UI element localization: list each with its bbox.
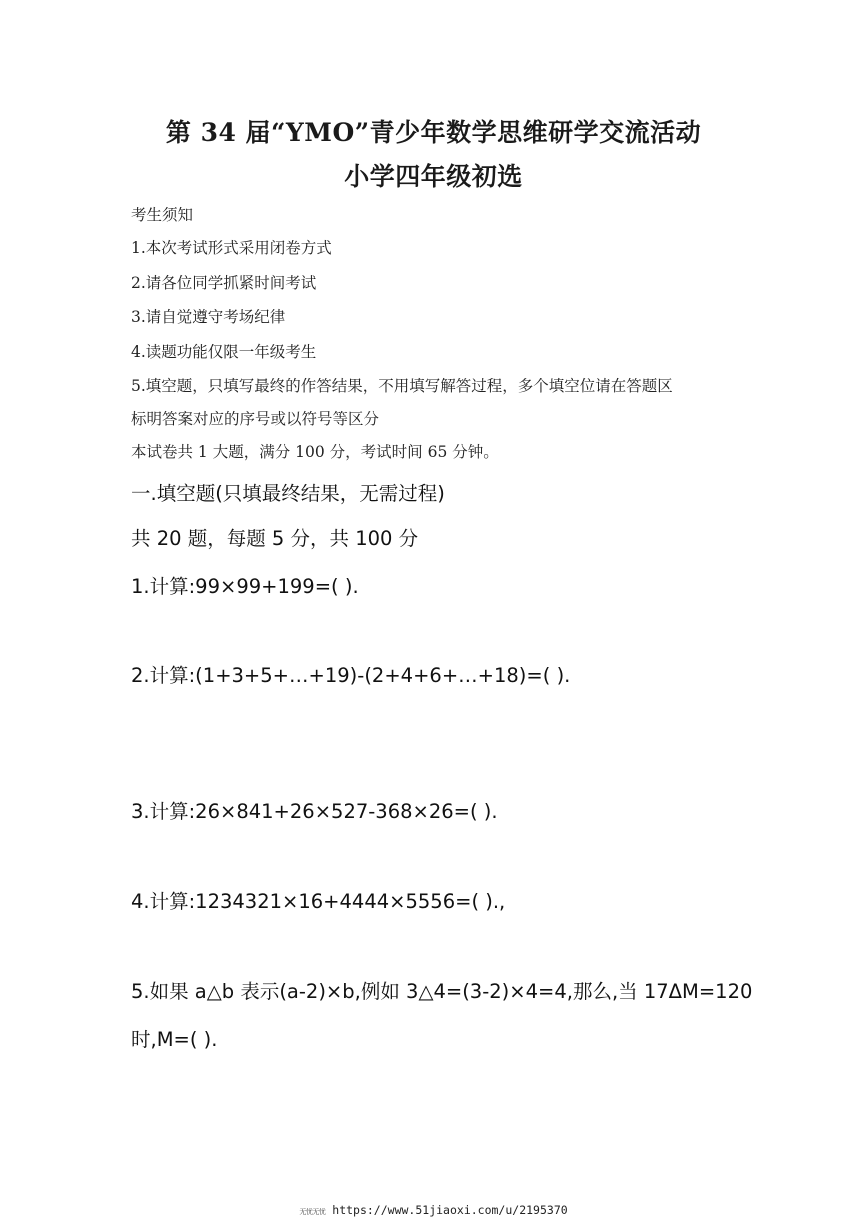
- exam-title: 第 34 届“YMO”青少年数学思维研学交流活动: [165, 118, 702, 147]
- question-1: 1.计算:99×99+199=( ).: [131, 575, 359, 598]
- notice-item: 1.本次考试形式采用闭卷方式: [131, 239, 332, 257]
- footer-url[interactable]: https://www.51jiaoxi.com/u/2195370: [332, 1203, 568, 1217]
- notice-item: 4.读题功能仅限一年级考生: [131, 343, 317, 361]
- question-3: 3.计算:26×841+26×527-368×26=( ).: [131, 800, 498, 823]
- section-heading: 一.填空题(只填最终结果，无需过程): [131, 482, 445, 505]
- footer-watermark: 无忧无忧: [299, 1208, 326, 1216]
- question-5: 5.如果 a△b 表示(a-2)×b,例如 3△4=(3-2)×4=4,那么,当 17ΔM=120: [131, 980, 753, 1003]
- notice-item: 标明答案对应的序号或以符号等区分: [131, 410, 380, 428]
- section-info: 共 20 题，每题 5 分，共 100 分: [131, 527, 419, 550]
- notice-item: 3.请自觉遵守考场纪律: [131, 308, 286, 326]
- question-5-continued: 时,M=( ).: [131, 1028, 218, 1051]
- question-2: 2.计算:(1+3+5+…+19)-(2+4+6+…+18)=( ).: [131, 664, 571, 687]
- exam-subtitle: 小学四年级初选: [344, 162, 523, 191]
- notice-heading: 考生须知: [131, 206, 194, 224]
- notice-item: 2.请各位同学抓紧时间考试: [131, 274, 317, 292]
- notice-item: 5.填空题，只填写最终的作答结果，不用填写解答过程，多个填空位请在答题区: [131, 377, 673, 395]
- question-4: 4.计算:1234321×16+4444×5556=( ).,: [131, 890, 506, 913]
- notice-summary: 本试卷共 1 大题，满分 100 分，考试时间 65 分钟。: [131, 443, 499, 461]
- page-footer: [0, 1203, 867, 1217]
